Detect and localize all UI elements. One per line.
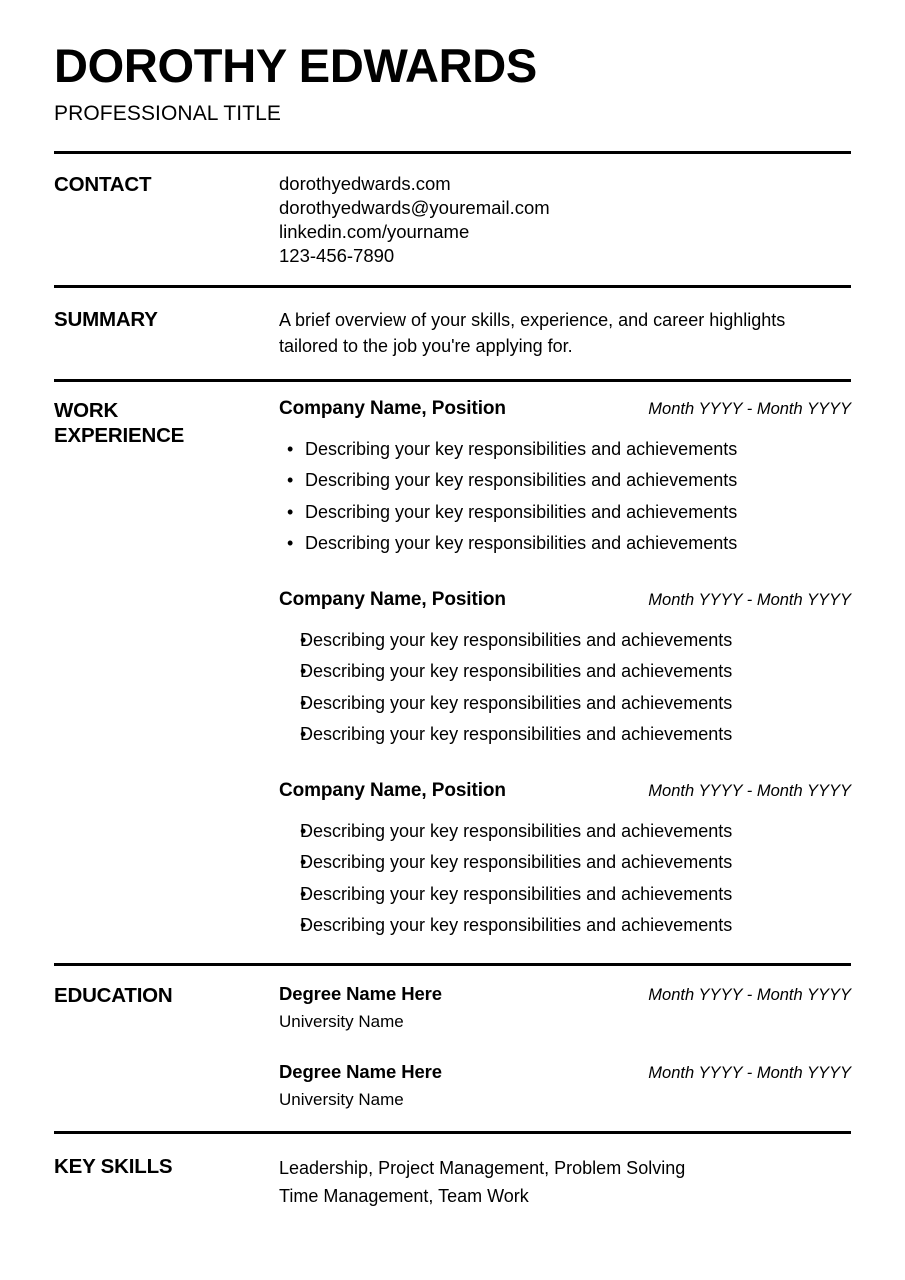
education-header xyxy=(279,983,851,1005)
education-header xyxy=(279,1061,851,1083)
candidate-name: DOROTHY EDWARDS xyxy=(54,39,537,92)
education-degree: Degree Name Here xyxy=(279,1060,442,1082)
section-key-skills xyxy=(0,1134,905,1210)
job-bullet: • Describing your key responsibilities and achievements xyxy=(279,688,851,720)
job-title: Company Name, Position xyxy=(279,588,506,610)
job-bullet: • Describing your key responsibilities and achievements xyxy=(279,434,851,466)
summary-body xyxy=(279,307,851,359)
professional-title: PROFESSIONAL TITLE xyxy=(54,101,282,125)
job-bullet: • Describing your key responsibilities and achievements xyxy=(279,497,851,529)
section-education xyxy=(0,966,905,1131)
section-summary xyxy=(0,288,905,379)
job-title: Company Name, Position xyxy=(279,779,506,801)
job-bullet: • Describing your key responsibilities and achievements xyxy=(279,910,851,942)
job-entry xyxy=(279,398,851,560)
education-school: University Name xyxy=(279,1089,404,1109)
job-entry xyxy=(279,780,851,942)
section-contact xyxy=(0,154,905,285)
contact-details xyxy=(279,172,851,268)
job-bullet: • Describing your key responsibilities and achievements xyxy=(279,719,851,751)
job-bullet: • Describing your key responsibilities and achievements xyxy=(279,625,851,657)
section-label-summary: SUMMARY xyxy=(54,307,158,331)
section-label-education: EDUCATION xyxy=(54,983,173,1007)
job-date-range: Month YYYY - Month YYYY xyxy=(648,399,851,418)
education-date-range: Month YYYY - Month YYYY xyxy=(648,985,851,1004)
section-label-work-line2: EXPERIENCE xyxy=(54,423,185,447)
section-label-work-line1: WORK xyxy=(54,398,119,422)
education-entry xyxy=(279,1061,851,1113)
section-work-experience xyxy=(0,382,905,963)
job-bullet-list xyxy=(279,434,851,560)
job-bullet-list xyxy=(279,625,851,751)
job-bullet: • Describing your key responsibilities and achievements xyxy=(279,847,851,879)
section-label-key-skills: KEY SKILLS xyxy=(54,1154,173,1178)
job-date-range: Month YYYY - Month YYYY xyxy=(648,781,851,800)
section-label-contact: CONTACT xyxy=(54,172,152,196)
contact-email[interactable]: dorothyedwards@youremail.com xyxy=(279,196,550,218)
job-date-range: Month YYYY - Month YYYY xyxy=(648,590,851,609)
resume-header xyxy=(0,0,905,126)
job-bullet: • Describing your key responsibilities and achievements xyxy=(279,528,851,560)
work-experience-list xyxy=(279,398,851,945)
contact-phone[interactable]: 123-456-7890 xyxy=(279,244,395,266)
section-label-work-experience xyxy=(54,398,279,945)
education-school: University Name xyxy=(279,1011,404,1031)
key-skills-line: Time Management, Team Work xyxy=(279,1185,529,1206)
job-entry xyxy=(279,589,851,751)
job-bullet: • Describing your key responsibilities and achievements xyxy=(279,816,851,848)
key-skills-line: Leadership, Project Management, Problem Solving xyxy=(279,1157,686,1178)
job-bullet-list xyxy=(279,816,851,942)
education-date-range: Month YYYY - Month YYYY xyxy=(648,1063,851,1082)
contact-website[interactable]: dorothyedwards.com xyxy=(279,172,451,194)
job-header xyxy=(279,780,851,802)
education-degree: Degree Name Here xyxy=(279,982,442,1004)
job-header xyxy=(279,589,851,611)
job-bullet: • Describing your key responsibilities and achievements xyxy=(279,656,851,688)
job-bullet: • Describing your key responsibilities and achievements xyxy=(279,879,851,911)
job-title: Company Name, Position xyxy=(279,397,506,419)
key-skills-body xyxy=(279,1154,851,1210)
job-bullet: • Describing your key responsibilities and achievements xyxy=(279,465,851,497)
education-list xyxy=(279,983,851,1113)
summary-text: A brief overview of your skills, experience, and career highlights tailored to the job you're applying for. xyxy=(279,309,786,356)
contact-linkedin[interactable]: linkedin.com/yourname xyxy=(279,220,470,242)
education-entry xyxy=(279,983,851,1035)
job-header xyxy=(279,398,851,420)
